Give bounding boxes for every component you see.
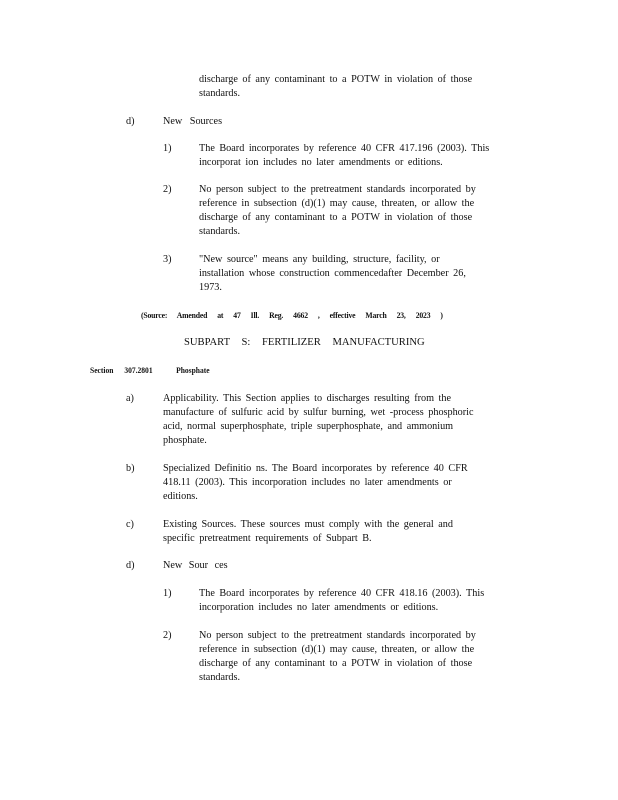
item-text-2 [199,183,508,239]
subsection-label-d2: d) [126,560,135,571]
text-line: No person subject to the pretreatment standards incorporated by [199,630,476,641]
text-line: Applicability. This Section applies to discharges resulting from the [163,393,451,404]
subpart-heading: SUBPART S: FERTILIZER MANUFACTURING [184,337,425,348]
text-line: 418.11 (2003). This incorporation includes no later amendments or [163,477,452,488]
text-line: editions. [163,491,198,502]
item-label-3: 3) [163,254,172,265]
text-line: standards. [199,226,241,237]
section-heading [90,366,210,375]
subsection-title-new-sources: New Sources [163,116,223,127]
text-line: reference in subsection (d)(1) may cause, threaten, or allow the [199,644,475,655]
text-line: acid, normal superphosphate, triple superphosphate, and ammonium [163,421,454,432]
text-line: incorporat ion includes no later amendments or editions. [199,157,443,168]
source-note: (Source: Amended at 47 Ill. Reg. 4662 , effective March 23, 2023 ) [141,311,443,320]
text-line: Existing Sources. These sources must comply with the general and [163,519,453,530]
section-title: Phosphate [176,366,210,375]
text-line: installation whose construction commencedafter December 26, [199,268,466,279]
text-line: The Board incorporates by reference 40 CFR 418.16 (2003). This [199,588,485,599]
item-label-2: 2) [163,184,172,195]
text-line: manufacture of sulfuric acid by sulfur burning, wet -process phosphoric [163,407,474,418]
subsection-text-c [163,518,486,546]
text-line: discharge of any contaminant to a POTW in violation of those [199,74,473,85]
text-line: Specialized Definitio ns. The Board incorporates by reference 40 CFR [163,463,468,474]
text-line: standards. [199,88,241,99]
text-line: No person subject to the pretreatment standards incorporated by [199,184,476,195]
text-line: phosphate. [163,435,207,446]
text-line: standards. [199,672,241,683]
subsection-label-d: d) [126,116,135,127]
subsection-label-a: a) [126,393,134,404]
text-line: specific pretreatment requirements of Subpart B. [163,533,372,544]
subsection-label-b: b) [126,463,135,474]
subsection-title-new-sources-2: New Sour ces [163,560,228,571]
section-number: Section 307.2801 [90,366,153,375]
text-line: discharge of any contaminant to a POTW in violation of those [199,658,473,669]
item-label-1: 1) [163,143,172,154]
continuation-text [199,73,495,101]
text-line: "New source" means any building, structure, facility, or [199,254,440,265]
item-text-3 [199,253,502,295]
item-label-1b: 1) [163,588,172,599]
text-line: The Board incorporates by reference 40 CFR 417.196 (2003). This [199,143,490,154]
item-text-1 [199,142,522,170]
item-text-1b [199,587,517,615]
item-label-2b: 2) [163,630,172,641]
subsection-label-c: c) [126,519,134,530]
subsection-text-a [163,392,488,448]
text-line: incorporation includes no later amendments or editions. [199,602,439,613]
text-line: discharge of any contaminant to a POTW in violation of those [199,212,473,223]
subsection-text-b [163,462,496,504]
text-line: reference in subsection (d)(1) may cause, threaten, or allow the [199,198,475,209]
text-line: 1973. [199,282,222,293]
item-text-2b [199,629,508,685]
